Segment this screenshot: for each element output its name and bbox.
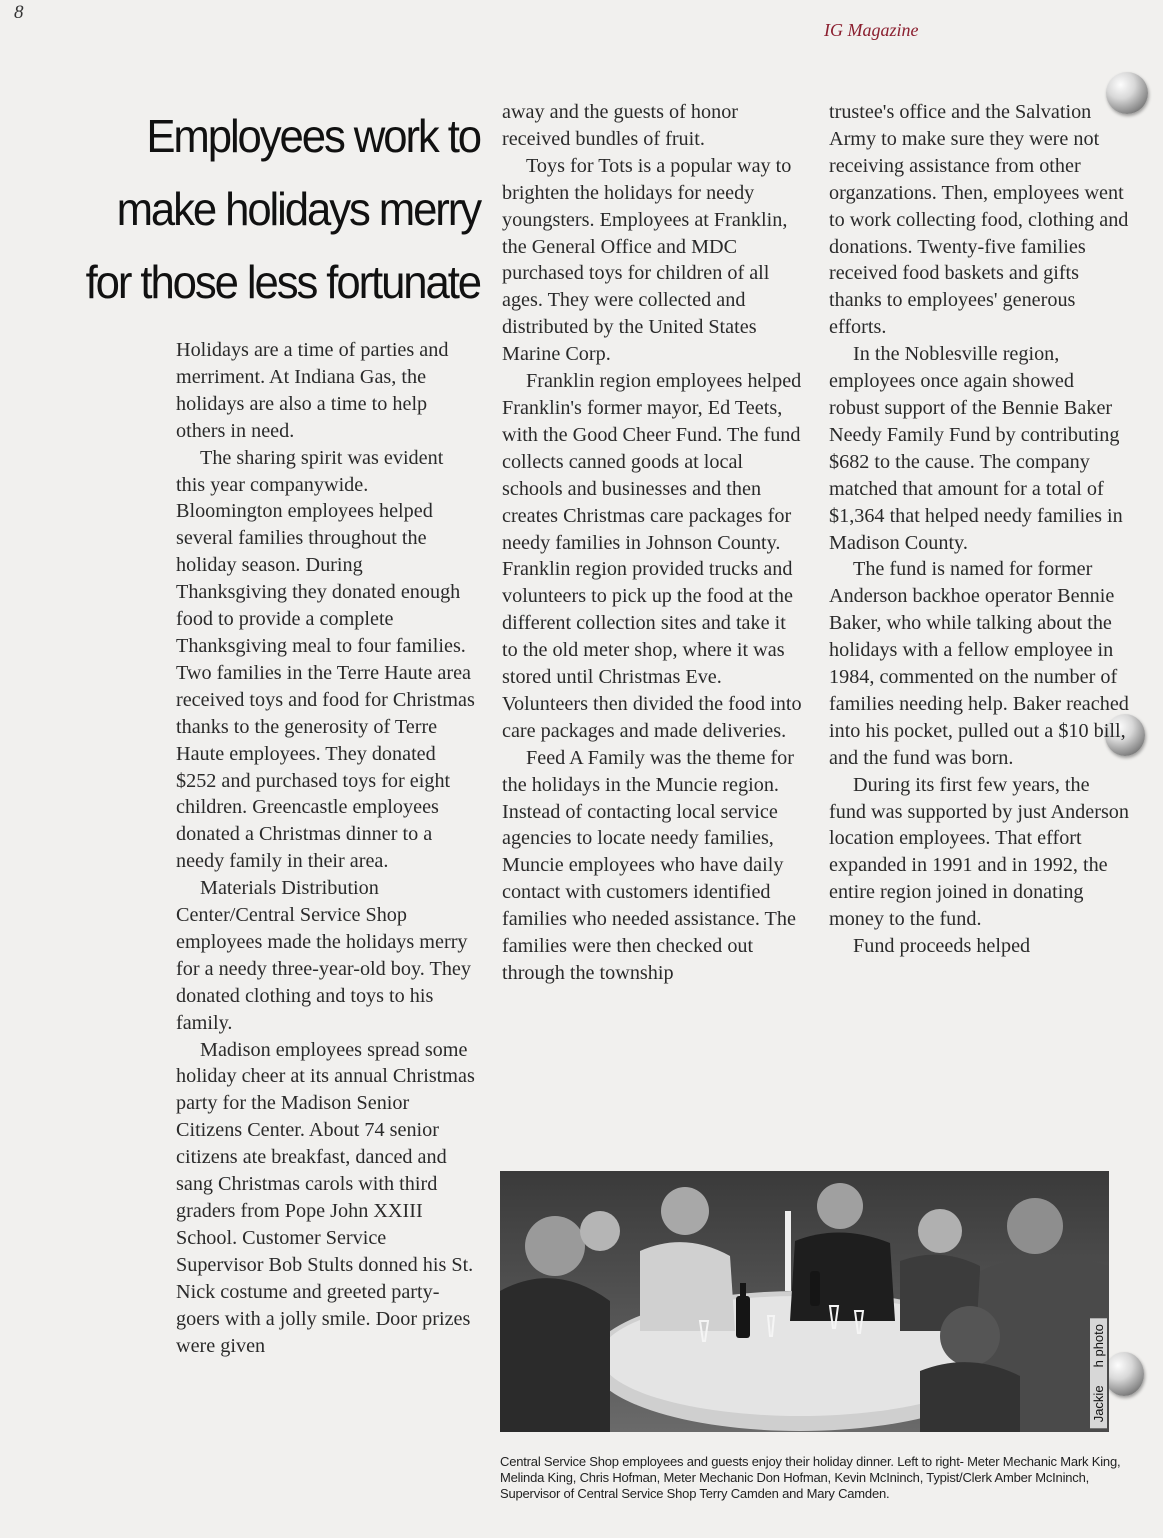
headline-line: Employees work to <box>146 110 480 162</box>
photo-illustration <box>500 1171 1109 1432</box>
article-paragraph: In the Noblesville region, employees once again showed robust support of the Bennie Baker Needy Family Fund by contributing $682 to the cause. The company matched that amount for a total of $1,364 that helped needy families in Madison County. <box>829 343 1123 554</box>
article-column-3 <box>829 99 1129 960</box>
article-column-1 <box>176 337 476 1359</box>
article-paragraph: Franklin region employees helped Franklin's former mayor, Ed Teets, with the Good Cheer Fund. The fund collects canned goods at local schools and businesses and then creates Christmas care packages for needy families in Johnson County. Franklin region provided trucks and volunteers to pick up the food at the different collection sites and take it to the old meter shop, where it was stored until Christmas Eve. Volunteers then divided the food into care packages and made deliveries. <box>502 370 802 742</box>
article-paragraph: During its first few years, the fund was supported by just Anderson location employees. That effort expanded in 1991 and in 1992, the entire region joined in donating money to the fund. <box>829 773 1129 931</box>
photo-credit-suffix: h photo <box>1091 1323 1106 1368</box>
article-paragraph: Materials Distribution Center/Central Service Shop employees made the holidays merry for a needy three-year-old boy. They donated clothing and toys to his family. <box>176 877 471 1034</box>
holiday-dinner-photo <box>500 1171 1109 1432</box>
article-paragraph: The sharing spirit was evident this year companywide. Bloomington employees helped several families throughout the holiday season. During Thanksgiving they donated enough food to provide a complete Thanksgiving meal to four families. Two families in the Terre Haute area received toys and food for Christmas thanks to the generosity of Terre Haute employees. They donated $252 and purchased toys for eight children. Greencastle employees donated a Christmas dinner to a needy family in their area. <box>176 446 475 873</box>
article-paragraph: Fund proceeds helped <box>853 935 1031 958</box>
article-paragraph: trustee's office and the Salvation Army to make sure they were not receiving assistance from other organzations. Then, employees went to work collecting food, clothing and donations. Twenty-five families received food baskets and gifts thanks to employees' generous efforts. <box>829 101 1129 339</box>
headline-line: for those less fortunate <box>85 256 481 308</box>
headline-line: make holidays merry <box>116 183 481 235</box>
article-paragraph: Madison employees spread some holiday cheer at its annual Christmas party for the Madison Senior Citizens Center. About 74 senior citizens ate breakfast, danced and sang Christmas carols with third graders from Pope John XXIII School. Customer Service Supervisor Bob Stults donned his St. Nick costume and greeted party-goers with a jolly smile. Door prizes were given <box>176 1038 475 1357</box>
article-paragraph: Toys for Tots is a popular way to brighten the holidays for needy youngsters. Employees at Franklin, the General Office and MDC purchased toys for children of all ages. They were collected and distributed by the United States Marine Corp. <box>502 154 792 366</box>
article-paragraph: away and the guests of honor received bundles of fruit. <box>502 101 739 150</box>
article-headline <box>43 100 480 319</box>
photo-caption: Central Service Shop employees and guests enjoy their holiday dinner. Left to right- Meter Mechanic Mark King, Melinda King, Chris Hofman, Meter Mechanic Don Hofman, Kevin McIninch, Typist/Clerk Amber McIninch, Supervisor of Central Service Shop Terry Camden and Mary Camden. <box>500 1454 1121 1501</box>
article-column-2 <box>502 99 802 987</box>
article-paragraph: The fund is named for former Anderson backhoe operator Bennie Baker, who while talking about the holidays with a fellow employee in 1984, commented on the number of families needing help. Baker reached into his pocket, pulled out a $10 bill, and the fund was born. <box>829 558 1129 769</box>
article-paragraph: Feed A Family was the theme for the holidays in the Muncie region. Instead of contacting local service agencies to locate needy families, Muncie employees who have daily contact with customers identified families who needed assistance. The families were then checked out through the township <box>502 746 796 984</box>
article-paragraph: Holidays are a time of parties and merriment. At Indiana Gas, the holidays are also a time to help others in need. <box>176 339 449 442</box>
magazine-title: IG Magazine <box>824 20 919 40</box>
photo-credit <box>1090 1318 1107 1428</box>
page-number: 8 <box>14 2 24 23</box>
photo-credit-name: Jackie <box>1091 1385 1106 1422</box>
binder-hole-bottom <box>1104 1352 1144 1396</box>
